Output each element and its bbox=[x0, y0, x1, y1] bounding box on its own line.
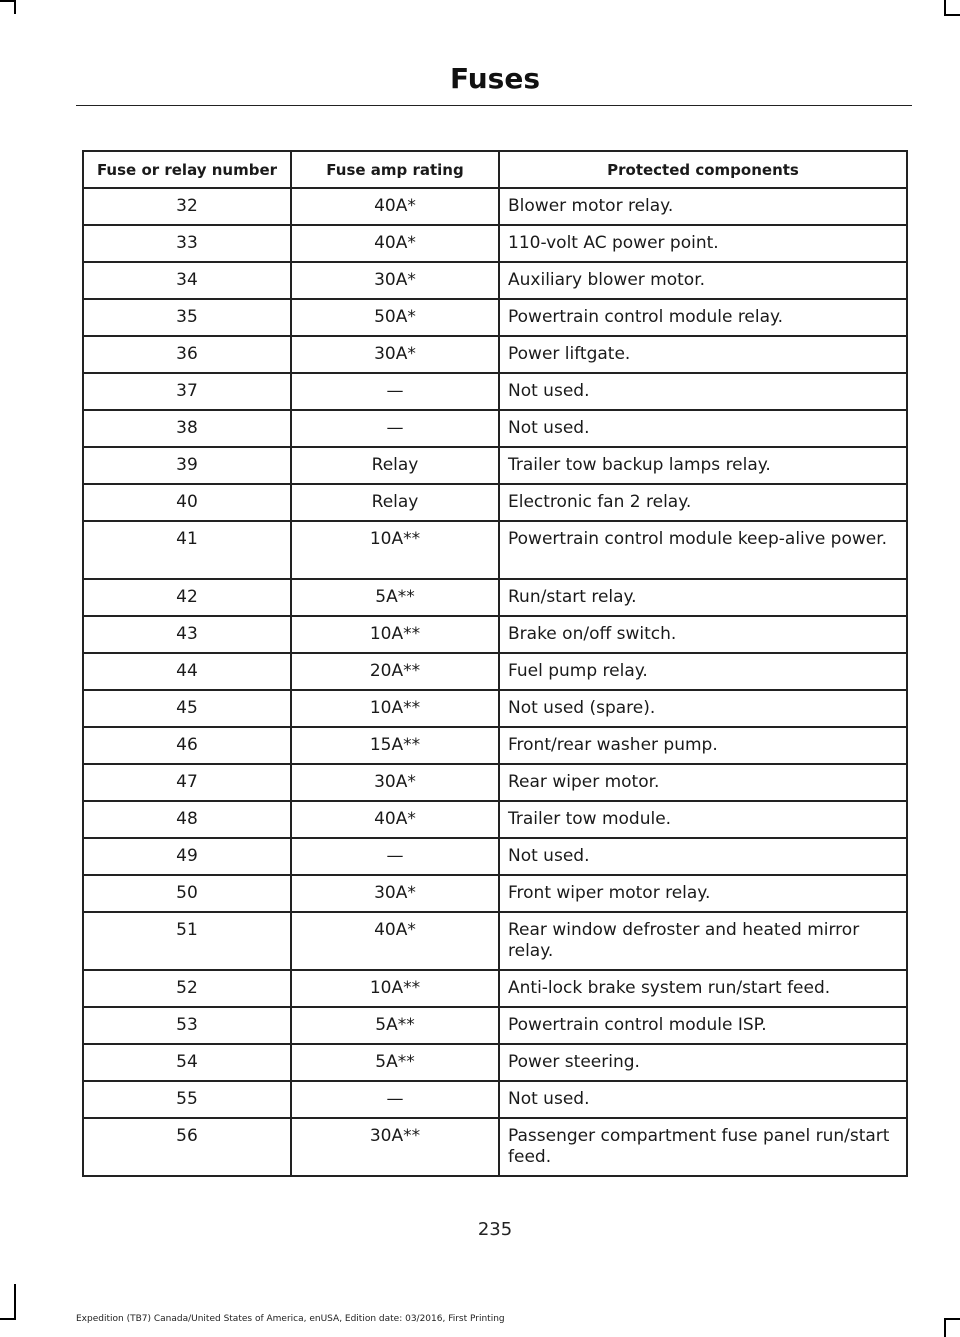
fuse-number-cell: 54 bbox=[83, 1044, 291, 1081]
fuse-number-cell: 33 bbox=[83, 225, 291, 262]
amp-rating-cell: 10A** bbox=[291, 690, 499, 727]
title-rule bbox=[76, 105, 912, 106]
fuse-number-cell: 48 bbox=[83, 801, 291, 838]
table-row bbox=[83, 484, 907, 521]
fuse-number-cell: 52 bbox=[83, 970, 291, 1007]
amp-rating-cell: 30A* bbox=[291, 764, 499, 801]
protected-component-cell: Front wiper motor relay. bbox=[499, 875, 907, 912]
column-header-fuse-number: Fuse or relay number bbox=[83, 151, 291, 188]
fuse-number-cell: 53 bbox=[83, 1007, 291, 1044]
page-number: 235 bbox=[477, 1219, 513, 1240]
fuse-number-cell: 39 bbox=[83, 447, 291, 484]
protected-component-cell: Not used (spare). bbox=[499, 690, 907, 727]
fuse-number-cell: 47 bbox=[83, 764, 291, 801]
protected-component-cell: Anti-lock brake system run/start feed. bbox=[499, 970, 907, 1007]
amp-rating-cell: — bbox=[291, 1081, 499, 1118]
fuse-number-cell: 44 bbox=[83, 653, 291, 690]
table-row bbox=[83, 970, 907, 1007]
protected-component-cell: Powertrain control module relay. bbox=[499, 299, 907, 336]
protected-component-cell: Power liftgate. bbox=[499, 336, 907, 373]
table-row bbox=[83, 262, 907, 299]
crop-mark-bottom-right-v bbox=[944, 1318, 946, 1337]
fuse-number-cell: 55 bbox=[83, 1081, 291, 1118]
amp-rating-cell: Relay bbox=[291, 484, 499, 521]
protected-component-cell: Not used. bbox=[499, 838, 907, 875]
amp-rating-cell: — bbox=[291, 838, 499, 875]
table-row bbox=[83, 616, 907, 653]
amp-rating-cell: 5A** bbox=[291, 1044, 499, 1081]
amp-rating-cell: 15A** bbox=[291, 727, 499, 764]
protected-component-cell: Not used. bbox=[499, 1081, 907, 1118]
table-row bbox=[83, 690, 907, 727]
fuse-number-cell: 40 bbox=[83, 484, 291, 521]
fuse-number-cell: 43 bbox=[83, 616, 291, 653]
table-row bbox=[83, 447, 907, 484]
amp-rating-cell: 5A** bbox=[291, 1007, 499, 1044]
protected-component-cell: Rear window defroster and heated mirror relay. bbox=[499, 912, 907, 970]
protected-component-cell: Brake on/off switch. bbox=[499, 616, 907, 653]
amp-rating-cell: 40A* bbox=[291, 912, 499, 970]
protected-component-cell: Passenger compartment fuse panel run/start feed. bbox=[499, 1118, 907, 1176]
column-header-protected-components: Protected components bbox=[499, 151, 907, 188]
amp-rating-cell: 30A* bbox=[291, 262, 499, 299]
amp-rating-cell: 40A* bbox=[291, 225, 499, 262]
protected-component-cell: Electronic fan 2 relay. bbox=[499, 484, 907, 521]
protected-component-cell: Powertrain control module ISP. bbox=[499, 1007, 907, 1044]
fuse-number-cell: 45 bbox=[83, 690, 291, 727]
footer-edition-info: Expedition (TB7) Canada/United States of America, enUSA, Edition date: 03/2016, First Printing bbox=[76, 1314, 505, 1324]
fuse-number-cell: 34 bbox=[83, 262, 291, 299]
fuse-number-cell: 38 bbox=[83, 410, 291, 447]
amp-rating-cell: Relay bbox=[291, 447, 499, 484]
protected-component-cell: Trailer tow module. bbox=[499, 801, 907, 838]
crop-mark-top-left-h bbox=[0, 0, 14, 2]
crop-mark-bottom-left-v bbox=[14, 1284, 16, 1320]
table-row bbox=[83, 1118, 907, 1176]
fuse-number-cell: 35 bbox=[83, 299, 291, 336]
amp-rating-cell: 20A** bbox=[291, 653, 499, 690]
table-row bbox=[83, 521, 907, 579]
protected-component-cell: Trailer tow backup lamps relay. bbox=[499, 447, 907, 484]
crop-mark-top-right-v bbox=[944, 0, 946, 14]
table-row bbox=[83, 188, 907, 225]
fuse-table bbox=[82, 150, 908, 1177]
fuse-number-cell: 41 bbox=[83, 521, 291, 579]
protected-component-cell: Powertrain control module keep-alive power. bbox=[499, 521, 907, 579]
fuse-number-cell: 32 bbox=[83, 188, 291, 225]
table-row bbox=[83, 579, 907, 616]
protected-component-cell: Fuel pump relay. bbox=[499, 653, 907, 690]
crop-mark-top-left-v bbox=[14, 0, 16, 14]
table-row bbox=[83, 225, 907, 262]
fuse-number-cell: 46 bbox=[83, 727, 291, 764]
protected-component-cell: Rear wiper motor. bbox=[499, 764, 907, 801]
protected-component-cell: Not used. bbox=[499, 410, 907, 447]
table-row bbox=[83, 299, 907, 336]
protected-component-cell: Blower motor relay. bbox=[499, 188, 907, 225]
amp-rating-cell: 40A* bbox=[291, 188, 499, 225]
table-row bbox=[83, 1081, 907, 1118]
crop-mark-bottom-left-h bbox=[0, 1318, 14, 1320]
fuse-number-cell: 36 bbox=[83, 336, 291, 373]
amp-rating-cell: 40A* bbox=[291, 801, 499, 838]
protected-component-cell: Front/rear washer pump. bbox=[499, 727, 907, 764]
amp-rating-cell: — bbox=[291, 410, 499, 447]
table-row bbox=[83, 838, 907, 875]
crop-mark-top-right-h bbox=[944, 14, 960, 16]
fuse-number-cell: 42 bbox=[83, 579, 291, 616]
table-row bbox=[83, 727, 907, 764]
table-row bbox=[83, 1007, 907, 1044]
amp-rating-cell: 50A* bbox=[291, 299, 499, 336]
amp-rating-cell: 10A** bbox=[291, 970, 499, 1007]
fuse-number-cell: 37 bbox=[83, 373, 291, 410]
crop-mark-bottom-right-h bbox=[944, 1318, 960, 1320]
protected-component-cell: 110-volt AC power point. bbox=[499, 225, 907, 262]
protected-component-cell: Run/start relay. bbox=[499, 579, 907, 616]
fuse-number-cell: 49 bbox=[83, 838, 291, 875]
amp-rating-cell: 10A** bbox=[291, 616, 499, 653]
column-header-amp-rating: Fuse amp rating bbox=[291, 151, 499, 188]
table-row bbox=[83, 373, 907, 410]
table-row bbox=[83, 653, 907, 690]
amp-rating-cell: — bbox=[291, 373, 499, 410]
table-row bbox=[83, 764, 907, 801]
fuse-number-cell: 51 bbox=[83, 912, 291, 970]
table-row bbox=[83, 410, 907, 447]
amp-rating-cell: 30A** bbox=[291, 1118, 499, 1176]
protected-component-cell: Not used. bbox=[499, 373, 907, 410]
fuse-number-cell: 50 bbox=[83, 875, 291, 912]
table-row bbox=[83, 875, 907, 912]
protected-component-cell: Power steering. bbox=[499, 1044, 907, 1081]
protected-component-cell: Auxiliary blower motor. bbox=[499, 262, 907, 299]
fuse-number-cell: 56 bbox=[83, 1118, 291, 1176]
amp-rating-cell: 30A* bbox=[291, 875, 499, 912]
table-row bbox=[83, 1044, 907, 1081]
amp-rating-cell: 10A** bbox=[291, 521, 499, 579]
table-row bbox=[83, 801, 907, 838]
amp-rating-cell: 30A* bbox=[291, 336, 499, 373]
table-row bbox=[83, 912, 907, 970]
page-title: Fuses bbox=[450, 62, 540, 95]
fuse-table-body bbox=[83, 188, 907, 1176]
table-header-row bbox=[83, 151, 907, 188]
table-row bbox=[83, 336, 907, 373]
amp-rating-cell: 5A** bbox=[291, 579, 499, 616]
